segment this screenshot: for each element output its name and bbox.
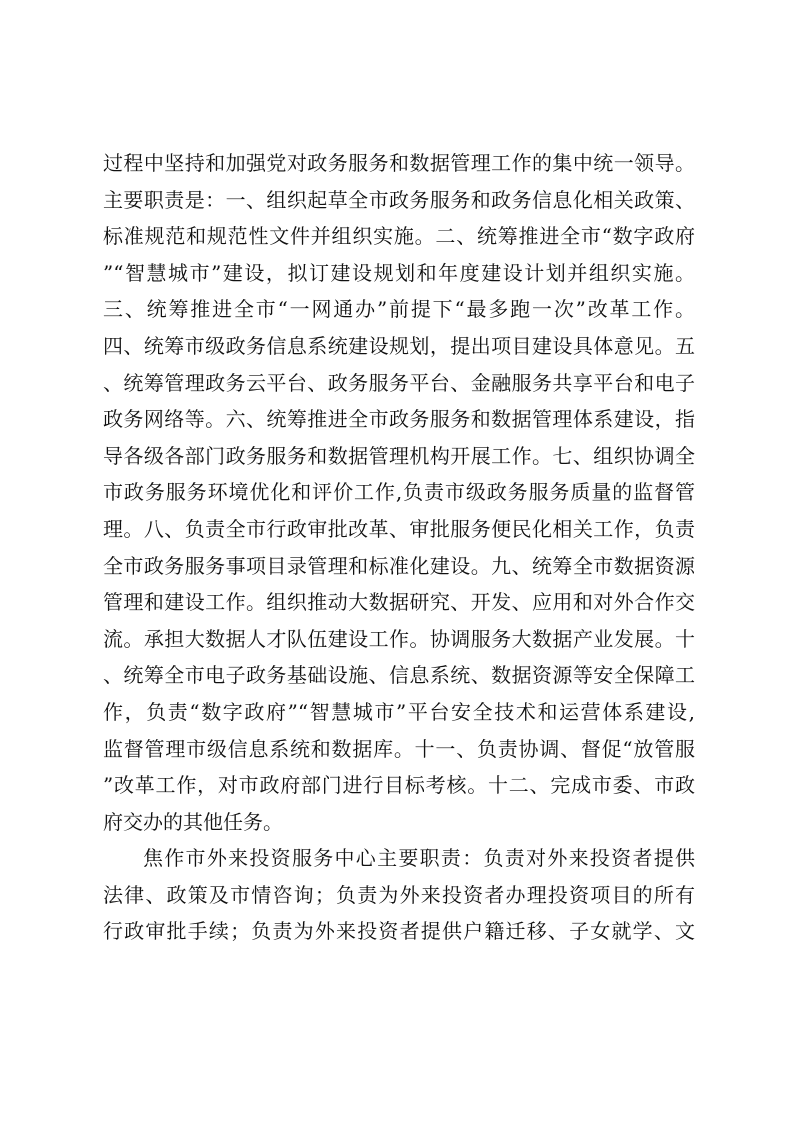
text-line: 、统筹全市电子政务基础设施、信息系统、数据资源等安全保障工 bbox=[103, 663, 695, 688]
text-line: 主要职责是：一、组织起草全市政务服务和政务信息化相关政策、 bbox=[103, 187, 695, 212]
text-line: 焦作市外来投资服务中心主要职责：负责对外来投资者提供 bbox=[143, 846, 695, 871]
text-line: 三、统筹推进全市“一网通办”前提下“最多跑一次”改革工作。 bbox=[103, 297, 695, 322]
text-line: 作，负责“数字政府”“智慧城市”平台安全技术和运营体系建设, bbox=[103, 699, 695, 724]
text-line: 标准规范和规范性文件并组织实施。二、统筹推进全市“数字政府 bbox=[103, 224, 695, 249]
paragraph-investment-center bbox=[103, 840, 695, 950]
text-line: 监督管理市级信息系统和数据库。十一、负责协调、督促“放管服 bbox=[103, 736, 695, 761]
text-line: 理。八、负责全市行政审批改革、审批服务便民化相关工作，负责 bbox=[103, 516, 695, 541]
text-line: 管理和建设工作。组织推动大数据研究、开发、应用和对外合作交 bbox=[103, 590, 695, 615]
text-line: 、统筹管理政务云平台、政务服务平台、金融服务共享平台和电子 bbox=[103, 370, 695, 395]
text-line: 市政务服务环境优化和评价工作,负责市级政务服务质量的监督管 bbox=[103, 480, 695, 505]
text-line: 流。承担大数据人才队伍建设工作。协调服务大数据产业发展。十 bbox=[103, 626, 695, 651]
paragraph-main-duties bbox=[103, 145, 695, 840]
text-line: 全市政务服务事项目录管理和标准化建设。九、统筹全市数据资源 bbox=[103, 553, 695, 578]
text-line: 过程中坚持和加强党对政务服务和数据管理工作的集中统一领导。 bbox=[103, 151, 695, 175]
text-line: ”“智慧城市”建设，拟订建设规划和年度建设计划并组织实施。 bbox=[103, 260, 695, 285]
text-line: ”改革工作，对市政府部门进行目标考核。十二、完成市委、市政 bbox=[103, 773, 695, 798]
text-line: 四、统筹市级政务信息系统建设规划，提出项目建设具体意见。五 bbox=[103, 333, 695, 358]
text-line: 导各级各部门政务服务和数据管理机构开展工作。七、组织协调全 bbox=[103, 443, 695, 468]
text-line: 行政审批手续；负责为外来投资者提供户籍迁移、子女就学、文 bbox=[103, 919, 695, 944]
text-line: 法律、政策及市情咨询；负责为外来投资者办理投资项目的所有 bbox=[103, 882, 695, 907]
text-line: 政务网络等。六、统筹推进全市政务服务和数据管理体系建设，指 bbox=[103, 407, 695, 432]
document-body bbox=[103, 145, 695, 950]
text-line: 府交办的其他任务。 bbox=[103, 809, 283, 834]
